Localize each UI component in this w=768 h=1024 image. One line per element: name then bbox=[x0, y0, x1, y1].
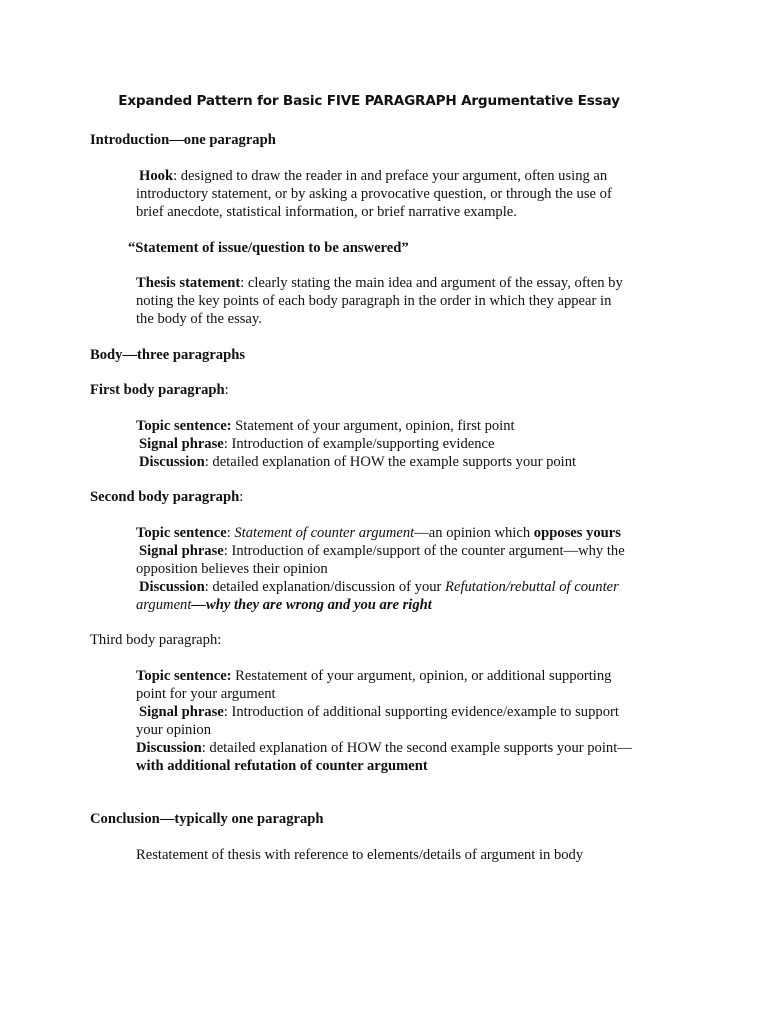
third-discussion-line bbox=[136, 739, 632, 757]
thesis-text-1: : clearly stating the main idea and argument of the essay, often by bbox=[240, 275, 623, 291]
first-body-heading-text: First body paragraph bbox=[90, 382, 225, 398]
third-signal-line bbox=[139, 703, 619, 721]
second-signal-text-1: : Introduction of example/support of the counter argument—why the bbox=[223, 543, 625, 559]
first-signal-label: Signal phrase bbox=[139, 436, 224, 452]
second-discussion-line bbox=[139, 578, 619, 596]
third-signal-text-1: : Introduction of additional supporting evidence/example to support bbox=[223, 704, 619, 720]
hook-text-1: : designed to draw the reader in and preface your argument, often using an bbox=[173, 168, 608, 184]
conclusion-heading: Conclusion—typically one paragraph bbox=[90, 811, 324, 827]
body-heading: Body—three paragraphs bbox=[90, 347, 246, 363]
second-signal-line bbox=[139, 542, 625, 560]
third-topic-label: Topic sentence: bbox=[136, 668, 232, 684]
first-signal-line bbox=[139, 435, 494, 453]
third-discussion-bold: with additional refutation of counter argument bbox=[136, 758, 428, 774]
intro-heading: Introduction—one paragraph bbox=[90, 132, 276, 148]
second-discussion-bold-italic: —why they are wrong and you are right bbox=[191, 597, 432, 613]
second-topic-label: Topic sentence bbox=[136, 525, 227, 541]
second-body-heading-text: Second body paragraph bbox=[90, 489, 240, 505]
second-discussion-text: : detailed explanation/discussion of your bbox=[204, 579, 446, 595]
thesis-line-1 bbox=[136, 274, 623, 292]
hook-label: Hook bbox=[139, 168, 174, 184]
second-topic-mid: —an opinion which bbox=[414, 525, 534, 541]
hook-line-1 bbox=[139, 167, 607, 185]
third-topic-text-1: Restatement of your argument, opinion, or additional supporting bbox=[231, 668, 612, 684]
first-topic-text: Statement of your argument, opinion, first point bbox=[231, 418, 515, 434]
second-signal-text-2: opposition believes their opinion bbox=[136, 561, 328, 577]
first-body-colon: : bbox=[224, 382, 229, 398]
first-discussion-label: Discussion bbox=[139, 454, 205, 470]
thesis-text-2: noting the key points of each body paragraph in the order in which they appear in bbox=[136, 293, 612, 309]
conclusion-text: Restatement of thesis with reference to elements/details of argument in body bbox=[136, 847, 584, 863]
second-body-colon: : bbox=[239, 489, 244, 505]
third-topic-text-2: point for your argument bbox=[136, 686, 276, 702]
third-discussion-text: : detailed explanation of HOW the second example supports your point— bbox=[201, 740, 632, 756]
second-discussion-italic-2: argument bbox=[136, 597, 192, 613]
issue-statement: “Statement of issue/question to be answered” bbox=[128, 240, 409, 256]
first-signal-text: : Introduction of example/supporting evidence bbox=[223, 436, 495, 452]
thesis-label: Thesis statement bbox=[136, 275, 241, 291]
second-discussion-line-2 bbox=[136, 596, 432, 614]
third-topic-line bbox=[136, 667, 611, 685]
second-topic-line bbox=[136, 524, 621, 542]
thesis-text-3: the body of the essay. bbox=[136, 311, 262, 327]
second-discussion-label: Discussion bbox=[139, 579, 205, 595]
first-body-heading bbox=[90, 381, 229, 399]
third-signal-label: Signal phrase bbox=[139, 704, 224, 720]
third-discussion-label: Discussion bbox=[136, 740, 202, 756]
second-topic-bold: opposes yours bbox=[533, 525, 621, 541]
second-discussion-italic: Refutation/rebuttal of counter bbox=[445, 579, 619, 595]
first-discussion-line bbox=[139, 453, 576, 471]
hook-text-3: brief anecdote, statistical information, or brief narrative example. bbox=[136, 204, 517, 220]
second-body-heading bbox=[90, 488, 243, 506]
first-topic-line bbox=[136, 417, 515, 435]
document-title: Expanded Pattern for Basic FIVE PARAGRAPH Argumentative Essay bbox=[118, 93, 620, 109]
second-signal-label: Signal phrase bbox=[139, 543, 224, 559]
second-topic-colon: : bbox=[226, 525, 235, 541]
hook-text-2: introductory statement, or by asking a provocative question, or through the use of bbox=[136, 186, 612, 202]
third-signal-text-2: your opinion bbox=[136, 722, 211, 738]
first-topic-label: Topic sentence: bbox=[136, 418, 232, 434]
second-topic-italic: Statement of counter argument bbox=[234, 525, 415, 541]
third-body-heading: Third body paragraph: bbox=[90, 632, 222, 648]
first-discussion-text: : detailed explanation of HOW the example supports your point bbox=[204, 454, 577, 470]
